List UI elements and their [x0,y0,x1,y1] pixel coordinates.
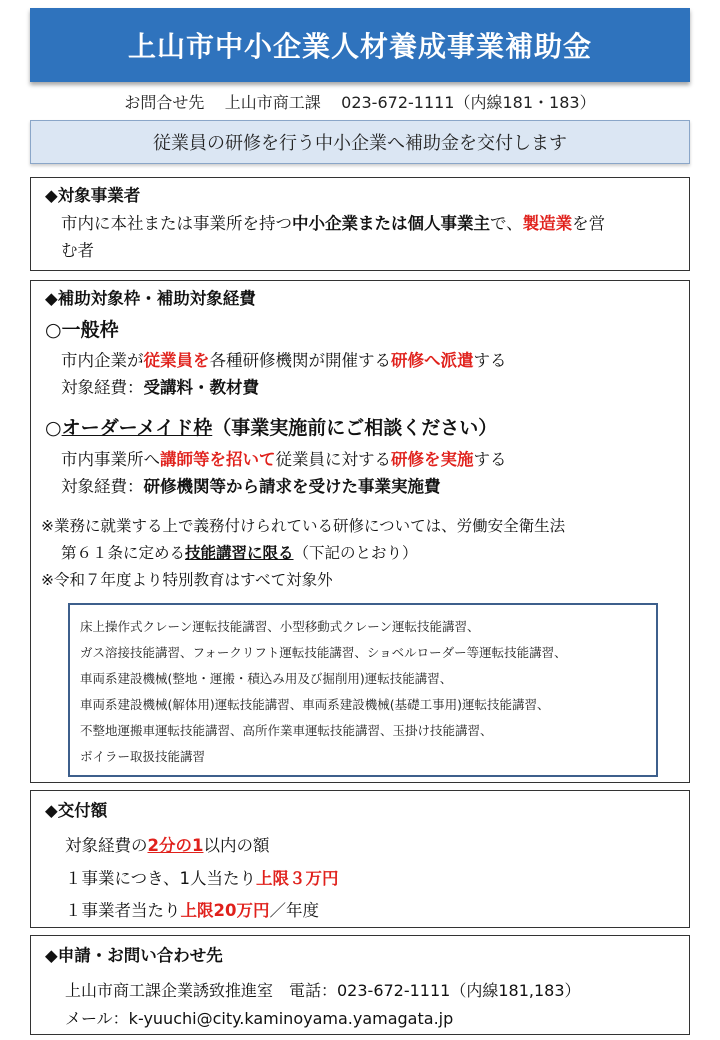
amount-line-3: １事業者当たり上限20万円／年度 [65,901,319,920]
target-heading: ◆対象事業者 [45,186,141,205]
apply-section [30,935,690,1035]
page-title: 上山市中小企業人材養成事業補助金 [30,8,690,82]
note-line-2: 第６１条に定める技能講習に限る（下記のとおり） [61,544,418,562]
amount-line-2: １事業につき、1人当たり上限３万円 [65,869,339,888]
target-line-2: む者 [61,241,94,260]
course-line: ガス溶接技能講習、フォークリフト運転技能講習、ショベルローダー等運転技能講習、 [80,645,567,660]
subtitle-banner: 従業員の研修を行う中小企業へ補助金を交付します [30,120,690,164]
course-line: ボイラー取扱技能講習 [80,749,206,764]
apply-heading: ◆申請・お問い合わせ先 [45,946,223,965]
amount-section [30,790,690,928]
contact-phone: 023-672-1111（内線181・183） [341,93,596,112]
course-line: 床上操作式クレーン運転技能講習、小型移動式クレーン運転技能講習、 [80,619,480,634]
note-line-3: ※令和７年度より特別教育はすべて対象外 [41,571,333,589]
course-line: 車両系建設機械(整地・運搬・積込み用及び掘削用)運転技能講習、 [80,671,453,686]
target-line-1: 市内に本社または事業所を持つ中小企業または個人事業主で、製造業を営 [61,214,606,233]
contact-dept: 上山市商工課 [224,93,321,112]
general-heading: ○一般枠 [45,319,119,341]
contact-label: お問合せ先 [124,93,205,112]
scope-section [30,280,690,783]
amount-line-1: 対象経費の2分の1以内の額 [65,836,270,855]
target-section [30,177,690,271]
scope-heading: ◆補助対象枠・補助対象経費 [45,289,256,308]
courses-box [68,603,658,777]
apply-line-1: 上山市商工課企業誘致推進室 電話：023-672-1111（内線181,183） [65,981,581,1000]
course-line: 不整地運搬車運転技能講習、高所作業車運転技能講習、玉掛け技能講習、 [80,723,493,738]
general-line-1: 市内企業が従業員を各種研修機関が開催する研修へ派遣する [61,351,507,370]
general-line-2: 対象経費：受講料・教材費 [61,378,259,397]
note-line-1: ※業務に就業する上で義務付けられている研修については、労働安全衛生法 [41,517,566,535]
apply-email[interactable]: メール：k-yuuchi@city.kaminoyama.yamagata.jp [65,1009,454,1028]
custom-heading: ○オーダーメイド枠（事業実施前にご相談ください） [45,417,498,439]
course-line: 車両系建設機械(解体用)運転技能講習、車両系建設機械(基礎工事用)運転技能講習、 [80,697,550,712]
custom-line-1: 市内事業所へ講師等を招いて従業員に対する研修を実施する [61,450,507,469]
contact-line [0,90,720,113]
custom-line-2: 対象経費：研修機関等から請求を受けた事業実施費 [61,477,441,496]
amount-heading: ◆交付額 [45,801,108,820]
